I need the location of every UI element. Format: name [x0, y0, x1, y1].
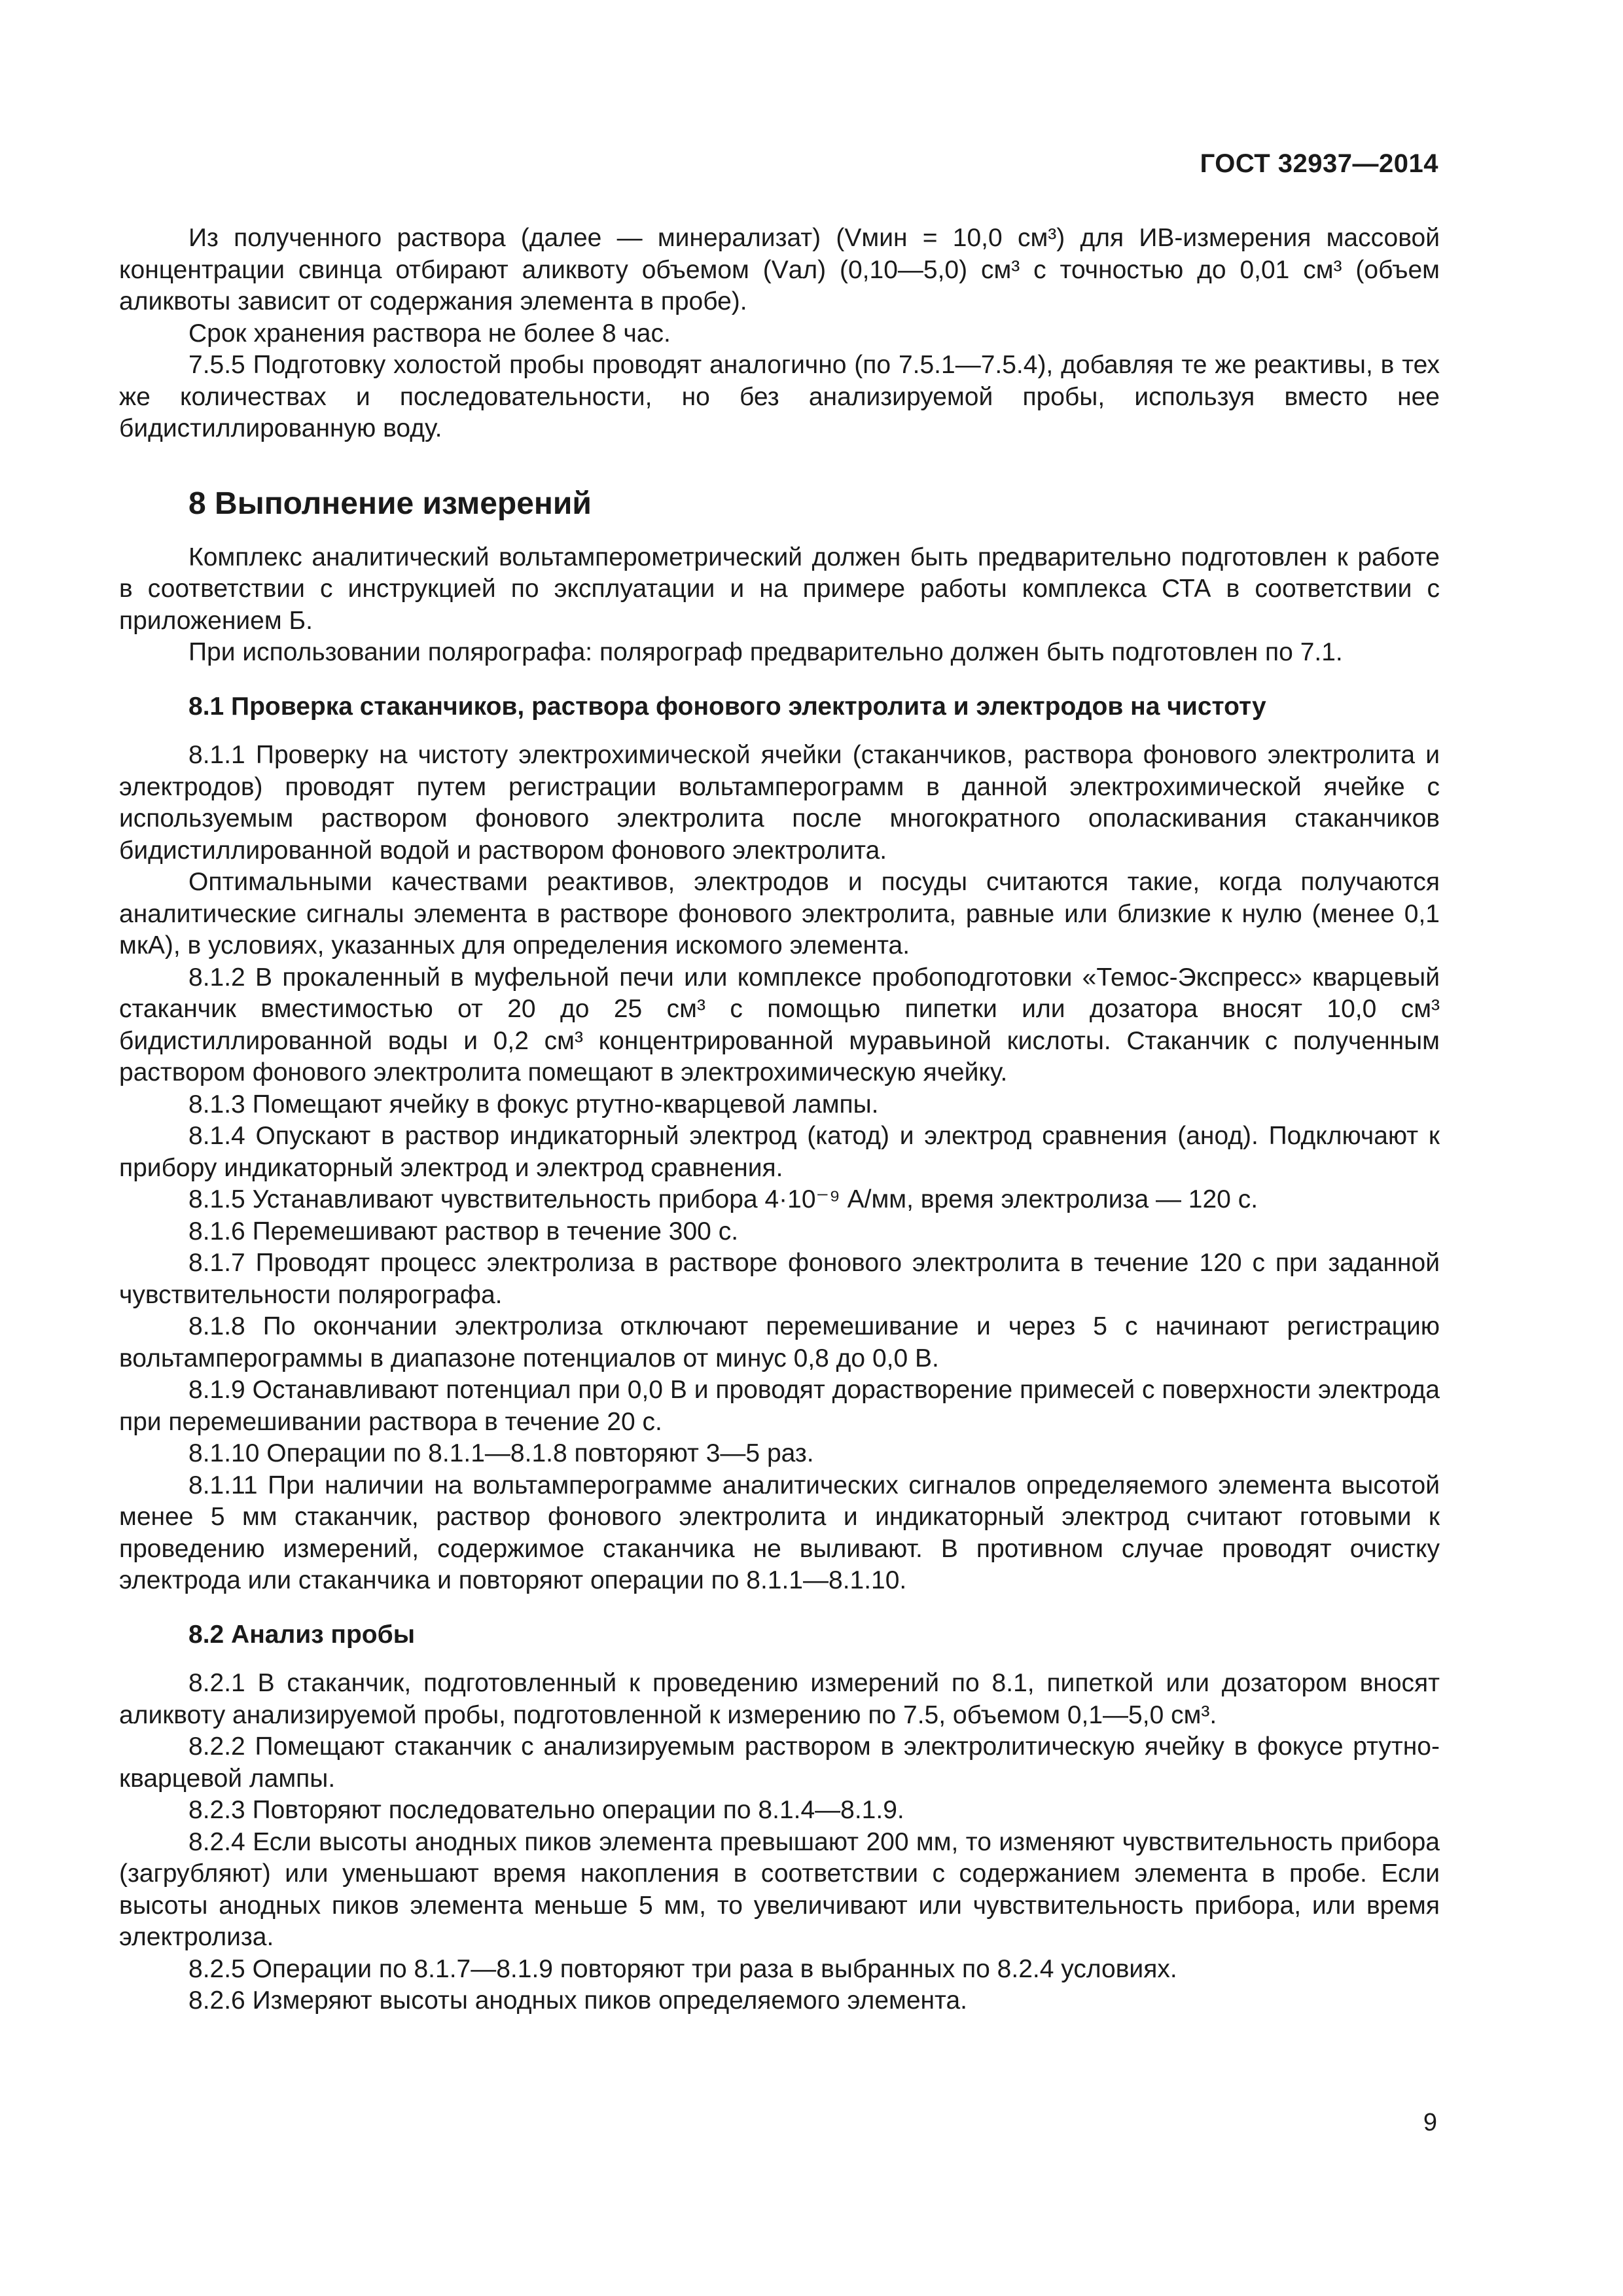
paragraph: 8.2.5 Операции по 8.1.7—8.1.9 повторяют три раза в выбранных по 8.2.4 условиях.	[188, 1954, 1177, 1983]
paragraph: 8.2.6 Измеряют высоты анодных пиков определяемого элемента.	[188, 1986, 967, 2015]
paragraph: 8.2.3 Повторяют последовательно операции по 8.1.4—8.1.9.	[188, 1796, 904, 1824]
paragraph: Срок хранения раствора не более 8 час.	[188, 319, 671, 348]
document-body	[119, 223, 1440, 2017]
paragraph: Оптимальными качествами реактивов, электродов и посуды считаются такие, когда получаются аналитические сигналы элемента в растворе фонового электролита, равные или близкие к нулю (менее 0,1 мкА), в условиях, указанных для определения искомого элемента.	[119, 868, 1440, 960]
paragraph: При использовании полярографа: полярограф предварительно должен быть подготовлен по 7.1.	[188, 638, 1343, 666]
paragraph: 8.1.4 Опускают в раствор индикаторный электрод (катод) и электрод сравнения (анод). Подключают к прибору индикаторный электрод и электрод сравнения.	[119, 1122, 1440, 1182]
paragraph: Из полученного раствора (далее — минерализат) (Vмин = 10,0 см³) для ИВ-измерения массовой концентрации свинца отбирают аликвоту объемом (Vал) (0,10—5,0) см³ с точностью до 0,01 см³ (объем аликвоты зависит от содержания элемента в пробе).	[119, 224, 1440, 315]
section-heading-8: 8 Выполнение измерений	[188, 486, 592, 521]
paragraph: 8.1.8 По окончании электролиза отключают перемешивание и через 5 с начинают регистрацию вольтамперограммы в диапазоне потенциалов от минус 0,8 до 0,0 В.	[119, 1312, 1440, 1372]
paragraph: 8.1.2 В прокаленный в муфельной печи или комплексе пробоподготовки «Темос-Экспресс» кварцевый стаканчик вместимостью от 20 до 25 см³ с помощью пипетки или дозатора вносят 10,0 см³ бидистиллированной воды и 0,2 см³ концентрированной муравьиной кислоты. Стаканчик с полученным раствором фонового электролита помещают в электрохимическую ячейку.	[119, 963, 1440, 1086]
paragraph: 8.1.10 Операции по 8.1.1—8.1.8 повторяют 3—5 раз.	[188, 1439, 814, 1467]
paragraph: Комплекс аналитический вольтамперометрический должен быть предварительно подготовлен к работе в соответствии с инструкцией по эксплуатации и на примере работы комплекса СТА в соответствии с приложением Б.	[119, 543, 1440, 635]
document-id-header: ГОСТ 32937—2014	[1200, 149, 1438, 178]
paragraph: 8.1.9 Останавливают потенциал при 0,0 В и проводят дорастворение примесей с поверхности электрода при перемешивании раствора в течение 20 с.	[119, 1376, 1440, 1436]
paragraph: 7.5.5 Подготовку холостой пробы проводят аналогично (по 7.5.1—7.5.4), добавляя те же реактивы, в тех же количествах и последовательности, но без анализируемой пробы, используя вместо нее бидистиллированную воду.	[119, 351, 1440, 442]
paragraph: 8.1.1 Проверку на чистоту электрохимической ячейки (стаканчиков, раствора фонового электролита и электродов) проводят путем регистрации вольтамперограмм в данной электрохимической ячейке с используемым раствором фонового электролита после многократного ополаскивания стаканчиков бидистиллированной водой и раствором фонового электролита.	[119, 741, 1440, 865]
subsection-heading-8-1: 8.1 Проверка стаканчиков, раствора фонового электролита и электродов на чистоту	[188, 692, 1266, 721]
paragraph: 8.1.11 При наличии на вольтамперограмме аналитических сигналов определяемого элемента высотой менее 5 мм стаканчик, раствор фонового электролита и индикаторный электрод считают готовыми к проведению измерений, содержимое стаканчика не выливают. В противном случае проводят очистку электрода или стаканчика и повторяют операции по 8.1.1—8.1.10.	[119, 1471, 1440, 1594]
paragraph: 8.1.6 Перемешивают раствор в течение 300 с.	[188, 1217, 739, 1246]
paragraph: 8.1.3 Помещают ячейку в фокус ртутно-кварцевой лампы.	[188, 1090, 879, 1119]
paragraph: 8.1.7 Проводят процесс электролиза в растворе фонового электролита в течение 120 с при заданной чувствительности полярографа.	[119, 1249, 1440, 1309]
paragraph: 8.2.2 Помещают стаканчик с анализируемым раствором в электролитическую ячейку в фокусе ртутно-кварцевой лампы.	[119, 1732, 1440, 1793]
page-number: 9	[1423, 2109, 1437, 2136]
paragraph: 8.1.5 Устанавливают чувствительность прибора 4·10⁻⁹ А/мм, время электролиза — 120 с.	[188, 1185, 1258, 1213]
paragraph: 8.2.1 В стаканчик, подготовленный к проведению измерений по 8.1, пипеткой или дозатором вносят аликвоту анализируемой пробы, подготовленной к измерению по 7.5, объемом 0,1—5,0 см³.	[119, 1669, 1440, 1729]
subsection-heading-8-2: 8.2 Анализ пробы	[188, 1620, 416, 1649]
paragraph: 8.2.4 Если высоты анодных пиков элемента превышают 200 мм, то изменяют чувствительность прибора (загрубляют) или уменьшают время накопления в соответствии с содержанием элемента в пробе. Если высоты анодных пиков элемента меньше 5 мм, то увеличивают или чувствительность прибора, или время электролиза.	[119, 1827, 1440, 1951]
